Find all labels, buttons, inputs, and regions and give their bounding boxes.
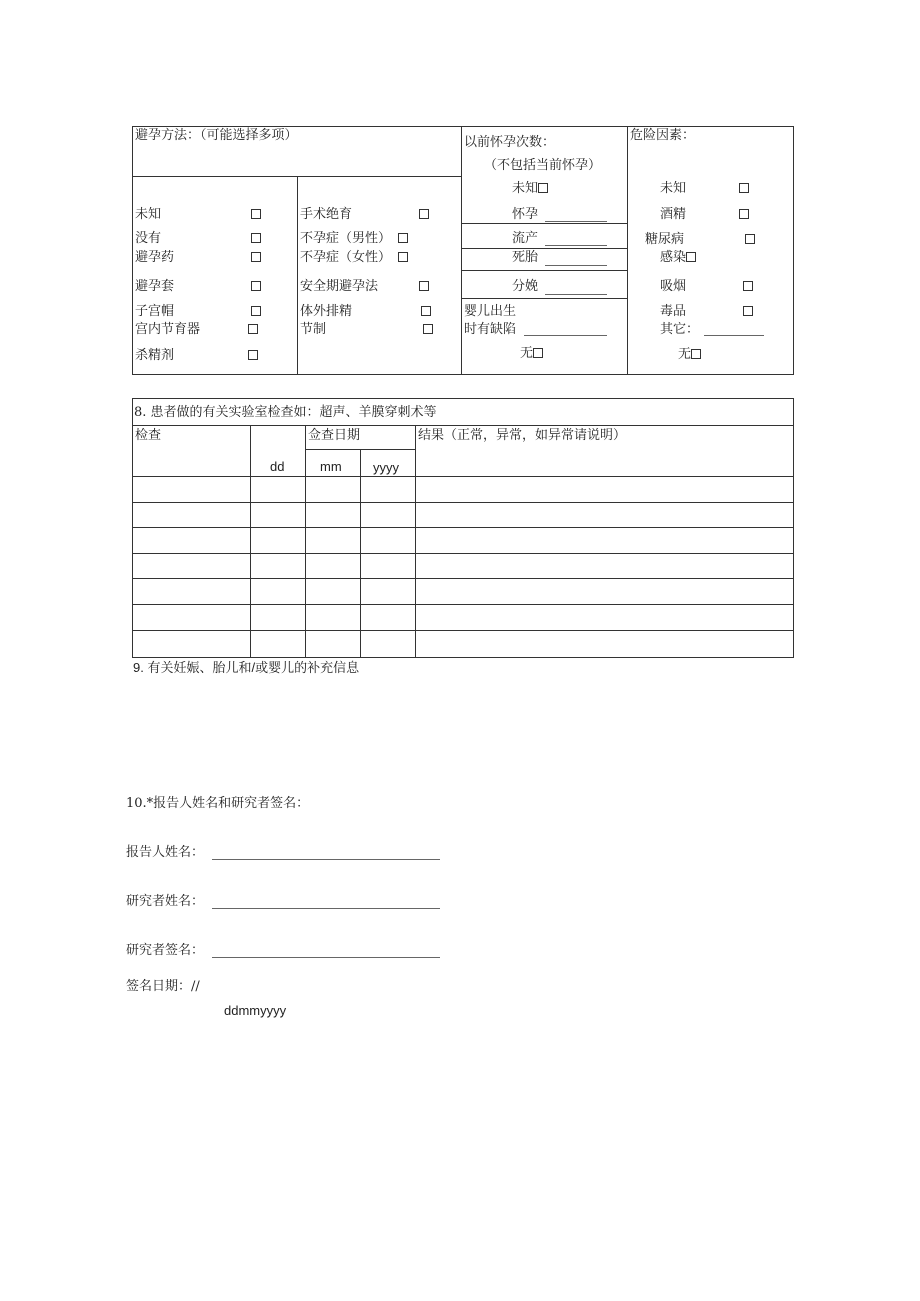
risk-none: 无 <box>678 348 701 361</box>
contraception-option: 子宫帽 <box>135 304 175 319</box>
reporter-name-label: 报告人姓名： <box>126 845 205 860</box>
pregnancies-none: 无 <box>520 347 543 360</box>
column-divider <box>305 425 306 658</box>
checkbox[interactable] <box>745 234 755 244</box>
checkbox[interactable] <box>739 209 749 219</box>
contraception-option: 体外排精 <box>300 304 353 319</box>
risk-option: 吸烟 <box>660 279 687 294</box>
contraception-title: 避孕方法：（可能选择多项） <box>135 128 298 143</box>
contraception-option: 手术绝育 <box>300 207 353 222</box>
risk-other-label: 其它： <box>660 322 700 337</box>
birth-defect-label: 时有缺陷 <box>464 322 517 337</box>
pregnancy-count-label: 流产 <box>512 231 539 246</box>
stillbirth-count-field[interactable] <box>545 265 607 266</box>
contraception-option: 宫内节育器 <box>135 322 201 337</box>
risk-option: 未知 <box>660 181 687 196</box>
pregnancy-count-field[interactable] <box>545 221 607 222</box>
pregnancies-unknown: 未知 <box>512 182 548 195</box>
section10-title: 10.*报告人姓名和研究者签名： <box>126 796 310 811</box>
delivery-count-field[interactable] <box>545 294 607 295</box>
row-divider <box>132 553 794 554</box>
risk-option: 糖尿病 <box>645 232 685 247</box>
contraception-option: 安全期避孕法 <box>300 279 379 294</box>
col-header-date: 佥查日期 <box>308 428 361 443</box>
checkbox[interactable] <box>248 324 258 334</box>
row-divider <box>132 502 794 503</box>
checkbox[interactable] <box>743 281 753 291</box>
column-divider <box>461 126 462 375</box>
sign-date-format: ddmmyyyy <box>224 1003 287 1018</box>
contraception-option: 没有 <box>135 231 162 246</box>
pregnancy-count-label: 死胎 <box>512 250 539 265</box>
section8-title: 8. 患者做的有关实验室检查如：超声、羊膜穿刺术等 <box>134 405 437 420</box>
investigator-name-field[interactable] <box>212 908 440 909</box>
checkbox[interactable] <box>398 252 408 262</box>
row-divider <box>461 270 627 271</box>
checkbox[interactable] <box>419 209 429 219</box>
checkbox[interactable] <box>743 306 753 316</box>
risk-option: 酒精 <box>660 207 687 222</box>
risk-title: 危险因素： <box>630 128 696 143</box>
contraception-option: 杀精剂 <box>135 348 175 363</box>
checkbox[interactable] <box>248 350 258 360</box>
checkbox[interactable] <box>538 183 548 193</box>
checkbox[interactable] <box>251 306 261 316</box>
investigator-signature-field[interactable] <box>212 957 440 958</box>
row-divider <box>461 248 627 249</box>
col-header-result: 结果（正常，异常，如异常请说明） <box>418 428 627 443</box>
sign-date-label: 签名日期：// <box>126 979 200 994</box>
investigator-signature-label: 研究者签名： <box>126 943 205 958</box>
checkbox[interactable] <box>251 209 261 219</box>
row-divider <box>132 425 794 426</box>
checkbox[interactable] <box>691 349 701 359</box>
birth-defect-label: 婴儿出生 <box>464 304 517 319</box>
col-header-yyyy: yyyy <box>373 460 399 475</box>
checkbox[interactable] <box>419 281 429 291</box>
column-divider <box>360 449 361 658</box>
risk-option: 毒品 <box>660 304 687 319</box>
birth-defect-field[interactable] <box>524 335 607 336</box>
col-header-mm: mm <box>320 459 342 474</box>
row-divider <box>132 527 794 528</box>
row-divider <box>461 223 627 224</box>
pregnancies-title: 以前怀孕次数： <box>464 135 556 150</box>
row-divider <box>461 298 627 299</box>
row-divider <box>132 630 794 631</box>
contraception-option: 未知 <box>135 207 162 222</box>
col-header-dd: dd <box>270 459 285 474</box>
risk-option-infection: 感染 <box>660 251 696 264</box>
column-divider <box>627 126 628 375</box>
pregnancies-subtitle: （不包括当前怀孕） <box>484 158 602 173</box>
checkbox[interactable] <box>251 281 261 291</box>
checkbox[interactable] <box>398 233 408 243</box>
column-divider <box>250 425 251 658</box>
row-divider <box>132 604 794 605</box>
col-header-test: 检查 <box>135 428 162 443</box>
checkbox[interactable] <box>421 306 431 316</box>
risk-other-field[interactable] <box>704 335 764 336</box>
contraception-option: 避孕套 <box>135 279 175 294</box>
investigator-name-label: 研究者姓名： <box>126 894 205 909</box>
column-divider <box>297 176 298 375</box>
pregnancy-count-label: 怀孕 <box>512 207 539 222</box>
checkbox[interactable] <box>251 252 261 262</box>
checkbox[interactable] <box>533 348 543 358</box>
miscarriage-count-field[interactable] <box>545 245 607 246</box>
contraception-option: 不孕症（男性） <box>300 231 392 246</box>
column-divider <box>415 425 416 658</box>
row-divider <box>132 578 794 579</box>
checkbox[interactable] <box>739 183 749 193</box>
checkbox[interactable] <box>423 324 433 334</box>
contraception-option: 不孕症（女性） <box>300 250 392 265</box>
reporter-name-field[interactable] <box>212 859 440 860</box>
row-divider <box>132 476 794 477</box>
contraception-option: 避孕药 <box>135 250 175 265</box>
checkbox[interactable] <box>251 233 261 243</box>
section9-title: 9. 有关妊娠、胎儿和/或婴儿的补充信息 <box>133 660 360 675</box>
pregnancy-count-label: 分娩 <box>512 279 539 294</box>
contraception-option: 节制 <box>300 322 327 337</box>
checkbox[interactable] <box>686 252 696 262</box>
